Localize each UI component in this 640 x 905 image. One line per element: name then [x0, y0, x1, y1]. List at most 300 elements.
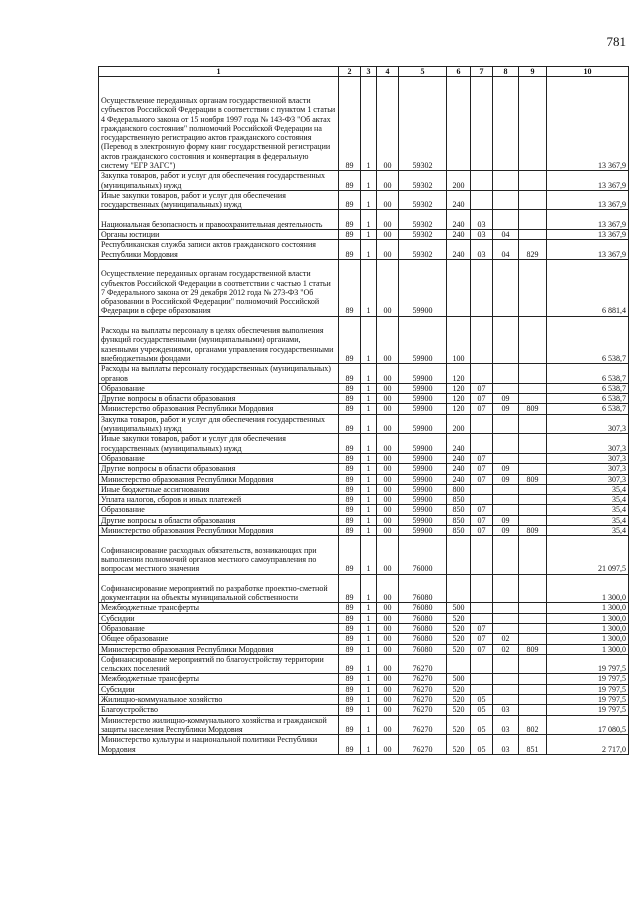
code-cell: 89 [339, 695, 361, 705]
section-cell: 05 [471, 695, 493, 705]
amount-cell: 1 300,0 [547, 603, 629, 613]
item-name: Другие вопросы в области образования [99, 464, 339, 474]
item-name: Образование [99, 453, 339, 463]
code-cell: 1 [361, 695, 377, 705]
code-cell: 00 [377, 644, 399, 654]
ministry-code-cell [519, 515, 547, 525]
item-name: Межбюджетные трансферты [99, 674, 339, 684]
subsection-cell [493, 210, 519, 230]
expense-type-cell: 850 [447, 515, 471, 525]
table-row [99, 695, 629, 705]
amount-cell: 6 538,7 [547, 394, 629, 404]
expense-type-cell: 800 [447, 484, 471, 494]
code-cell: 1 [361, 404, 377, 414]
target-article-cell: 59900 [399, 505, 447, 515]
amount-cell: 307,3 [547, 434, 629, 454]
subsection-cell [493, 684, 519, 694]
section-cell [471, 654, 493, 674]
item-name: Осуществление переданных органам государственной власти субъектов Российской Федерации в соответствии с частью 1 статьи 7 Федерального закона от 29 декабря 2012 года № 273-ФЗ "Об образовании в Российской Федерации" полномочий Российской Федерации в сфере образования [99, 259, 339, 316]
ministry-code-cell [519, 259, 547, 316]
table-header-row [99, 67, 629, 77]
amount-cell: 1 300,0 [547, 634, 629, 644]
code-cell: 89 [339, 654, 361, 674]
table-row [99, 383, 629, 393]
code-cell: 00 [377, 603, 399, 613]
code-cell: 00 [377, 364, 399, 384]
target-article-cell: 59900 [399, 404, 447, 414]
code-cell: 00 [377, 259, 399, 316]
ministry-code-cell [519, 634, 547, 644]
section-cell [471, 190, 493, 210]
item-name: Министерство культуры и национальной политики Республики Мордовия [99, 735, 339, 755]
subsection-cell [493, 623, 519, 633]
amount-cell: 21 097,5 [547, 536, 629, 574]
ministry-code-cell [519, 210, 547, 230]
code-cell: 00 [377, 404, 399, 414]
subsection-cell: 09 [493, 404, 519, 414]
code-cell: 00 [377, 705, 399, 715]
target-article-cell: 59302 [399, 210, 447, 230]
amount-cell: 307,3 [547, 414, 629, 434]
code-cell: 00 [377, 190, 399, 210]
expense-type-cell: 850 [447, 495, 471, 505]
expense-type-cell [447, 259, 471, 316]
expense-type-cell: 240 [447, 453, 471, 463]
code-cell: 89 [339, 240, 361, 260]
code-cell: 00 [377, 434, 399, 454]
section-cell: 07 [471, 526, 493, 536]
subsection-cell [493, 364, 519, 384]
target-article-cell: 76270 [399, 715, 447, 735]
code-cell: 1 [361, 394, 377, 404]
code-cell: 00 [377, 240, 399, 260]
ministry-code-cell [519, 603, 547, 613]
table-row [99, 526, 629, 536]
ministry-code-cell: 802 [519, 715, 547, 735]
amount-cell: 1 300,0 [547, 574, 629, 603]
amount-cell: 13 367,9 [547, 77, 629, 171]
code-cell: 00 [377, 613, 399, 623]
expense-type-cell: 850 [447, 505, 471, 515]
code-cell: 1 [361, 316, 377, 364]
amount-cell: 13 367,9 [547, 240, 629, 260]
ministry-code-cell [519, 495, 547, 505]
code-cell: 1 [361, 634, 377, 644]
code-cell: 1 [361, 603, 377, 613]
table-row [99, 434, 629, 454]
code-cell: 89 [339, 603, 361, 613]
code-cell: 89 [339, 404, 361, 414]
subsection-cell: 03 [493, 715, 519, 735]
table-row [99, 474, 629, 484]
target-article-cell: 76080 [399, 613, 447, 623]
table-row [99, 495, 629, 505]
subsection-cell [493, 695, 519, 705]
expense-type-cell: 240 [447, 464, 471, 474]
expense-type-cell: 100 [447, 316, 471, 364]
code-cell: 89 [339, 259, 361, 316]
table-row [99, 77, 629, 171]
section-cell [471, 495, 493, 505]
ministry-code-cell [519, 695, 547, 705]
item-name: Министерство жилищно-коммунального хозяйства и гражданской защиты населения Республики Мордовия [99, 715, 339, 735]
target-article-cell: 59302 [399, 240, 447, 260]
subsection-cell: 09 [493, 515, 519, 525]
ministry-code-cell [519, 190, 547, 210]
code-cell: 89 [339, 316, 361, 364]
target-article-cell: 76270 [399, 735, 447, 755]
code-cell: 89 [339, 505, 361, 515]
code-cell: 00 [377, 171, 399, 191]
code-cell: 1 [361, 259, 377, 316]
expense-type-cell: 240 [447, 434, 471, 454]
ministry-code-cell: 809 [519, 474, 547, 484]
ministry-code-cell: 829 [519, 240, 547, 260]
header-cell: 2 [339, 67, 361, 77]
table-row [99, 259, 629, 316]
target-article-cell: 76270 [399, 684, 447, 694]
target-article-cell: 59900 [399, 316, 447, 364]
amount-cell: 19 797,5 [547, 695, 629, 705]
amount-cell: 13 367,9 [547, 190, 629, 210]
code-cell: 1 [361, 644, 377, 654]
header-cell: 5 [399, 67, 447, 77]
section-cell: 05 [471, 705, 493, 715]
subsection-cell [493, 574, 519, 603]
expense-type-cell [447, 574, 471, 603]
target-article-cell: 76270 [399, 674, 447, 684]
ministry-code-cell [519, 316, 547, 364]
section-cell: 07 [471, 453, 493, 463]
code-cell: 89 [339, 705, 361, 715]
expense-type-cell: 240 [447, 210, 471, 230]
section-cell [471, 77, 493, 171]
target-article-cell: 59302 [399, 230, 447, 240]
section-cell [471, 684, 493, 694]
target-article-cell: 59900 [399, 526, 447, 536]
code-cell: 1 [361, 484, 377, 494]
amount-cell: 6 538,7 [547, 404, 629, 414]
expense-type-cell: 120 [447, 364, 471, 384]
item-name: Софинансирование расходных обязательств, возникающих при выполнении полномочий органов местного самоуправления по вопросам местного значения [99, 536, 339, 574]
table-row [99, 705, 629, 715]
subsection-cell: 09 [493, 394, 519, 404]
expense-type-cell [447, 654, 471, 674]
section-cell [471, 171, 493, 191]
target-article-cell: 59900 [399, 259, 447, 316]
code-cell: 89 [339, 735, 361, 755]
code-cell: 89 [339, 574, 361, 603]
expense-type-cell: 120 [447, 383, 471, 393]
code-cell: 00 [377, 77, 399, 171]
subsection-cell: 03 [493, 705, 519, 715]
code-cell: 00 [377, 505, 399, 515]
code-cell: 1 [361, 674, 377, 684]
section-cell [471, 674, 493, 684]
code-cell: 1 [361, 735, 377, 755]
code-cell: 89 [339, 230, 361, 240]
code-cell: 1 [361, 434, 377, 454]
item-name: Субсидии [99, 613, 339, 623]
table-row [99, 404, 629, 414]
section-cell [471, 414, 493, 434]
target-article-cell: 76080 [399, 603, 447, 613]
table-row [99, 644, 629, 654]
table-row [99, 603, 629, 613]
expense-type-cell: 500 [447, 603, 471, 613]
code-cell: 1 [361, 364, 377, 384]
table-row [99, 190, 629, 210]
subsection-cell [493, 536, 519, 574]
code-cell: 1 [361, 230, 377, 240]
amount-cell: 307,3 [547, 453, 629, 463]
code-cell: 89 [339, 464, 361, 474]
target-article-cell: 59900 [399, 484, 447, 494]
code-cell: 89 [339, 394, 361, 404]
subsection-cell: 02 [493, 644, 519, 654]
item-name: Национальная безопасность и правоохранительная деятельность [99, 210, 339, 230]
target-article-cell: 59302 [399, 190, 447, 210]
code-cell: 1 [361, 77, 377, 171]
code-cell: 89 [339, 171, 361, 191]
code-cell: 89 [339, 453, 361, 463]
ministry-code-cell [519, 674, 547, 684]
code-cell: 00 [377, 484, 399, 494]
expense-type-cell: 240 [447, 474, 471, 484]
section-cell [471, 364, 493, 384]
ministry-code-cell [519, 654, 547, 674]
expense-type-cell: 850 [447, 526, 471, 536]
subsection-cell [493, 603, 519, 613]
expense-type-cell [447, 77, 471, 171]
ministry-code-cell [519, 434, 547, 454]
amount-cell: 35,4 [547, 526, 629, 536]
code-cell: 00 [377, 715, 399, 735]
amount-cell: 13 367,9 [547, 210, 629, 230]
ministry-code-cell: 809 [519, 526, 547, 536]
header-cell: 10 [547, 67, 629, 77]
page-number: 781 [606, 34, 626, 49]
amount-cell: 19 797,5 [547, 654, 629, 674]
code-cell: 1 [361, 715, 377, 735]
subsection-cell [493, 316, 519, 364]
section-cell: 07 [471, 505, 493, 515]
subsection-cell: 04 [493, 240, 519, 260]
table-row [99, 230, 629, 240]
header-cell: 8 [493, 67, 519, 77]
section-cell [471, 316, 493, 364]
section-cell [471, 434, 493, 454]
amount-cell: 35,4 [547, 515, 629, 525]
amount-cell: 17 080,5 [547, 715, 629, 735]
section-cell [471, 574, 493, 603]
item-name: Софинансирование мероприятий по разработке проектно-сметной документации на объекты муниципальной собственности [99, 574, 339, 603]
code-cell: 00 [377, 735, 399, 755]
section-cell: 05 [471, 735, 493, 755]
ministry-code-cell [519, 464, 547, 474]
target-article-cell: 59900 [399, 453, 447, 463]
subsection-cell [493, 674, 519, 684]
expense-type-cell: 240 [447, 240, 471, 260]
code-cell: 00 [377, 515, 399, 525]
ministry-code-cell: 809 [519, 404, 547, 414]
expense-type-cell: 520 [447, 684, 471, 694]
code-cell: 89 [339, 613, 361, 623]
target-article-cell: 59900 [399, 515, 447, 525]
code-cell: 1 [361, 474, 377, 484]
code-cell: 00 [377, 464, 399, 474]
target-article-cell: 76080 [399, 574, 447, 603]
code-cell: 89 [339, 474, 361, 484]
target-article-cell: 76270 [399, 705, 447, 715]
code-cell: 00 [377, 394, 399, 404]
code-cell: 1 [361, 623, 377, 633]
code-cell: 1 [361, 240, 377, 260]
header-cell: 9 [519, 67, 547, 77]
item-name: Общее образование [99, 634, 339, 644]
item-name: Иные закупки товаров, работ и услуг для обеспечения государственных (муниципальных) нужд [99, 434, 339, 454]
target-article-cell: 59900 [399, 464, 447, 474]
code-cell: 89 [339, 364, 361, 384]
target-article-cell: 59900 [399, 434, 447, 454]
item-name: Министерство образования Республики Мордовия [99, 644, 339, 654]
item-name: Образование [99, 623, 339, 633]
target-article-cell: 76080 [399, 644, 447, 654]
expense-type-cell: 200 [447, 414, 471, 434]
expense-type-cell: 520 [447, 715, 471, 735]
table-row [99, 364, 629, 384]
ministry-code-cell [519, 613, 547, 623]
item-name: Министерство образования Республики Мордовия [99, 474, 339, 484]
ministry-code-cell [519, 574, 547, 603]
code-cell: 00 [377, 574, 399, 603]
code-cell: 1 [361, 383, 377, 393]
code-cell: 00 [377, 695, 399, 705]
target-article-cell: 59900 [399, 495, 447, 505]
section-cell: 03 [471, 210, 493, 230]
table-row [99, 684, 629, 694]
amount-cell: 35,4 [547, 505, 629, 515]
ministry-code-cell [519, 364, 547, 384]
code-cell: 00 [377, 684, 399, 694]
section-cell: 07 [471, 644, 493, 654]
code-cell: 1 [361, 526, 377, 536]
ministry-code-cell [519, 414, 547, 434]
subsection-cell: 09 [493, 474, 519, 484]
section-cell: 07 [471, 515, 493, 525]
item-name: Иные бюджетные ассигнования [99, 484, 339, 494]
amount-cell: 35,4 [547, 484, 629, 494]
item-name: Уплата налогов, сборов и иных платежей [99, 495, 339, 505]
target-article-cell: 59900 [399, 383, 447, 393]
section-cell [471, 259, 493, 316]
subsection-cell [493, 453, 519, 463]
code-cell: 89 [339, 210, 361, 230]
header-cell: 1 [99, 67, 339, 77]
expense-type-cell: 520 [447, 613, 471, 623]
target-article-cell: 76000 [399, 536, 447, 574]
table-row [99, 536, 629, 574]
amount-cell: 19 797,5 [547, 674, 629, 684]
subsection-cell: 02 [493, 634, 519, 644]
table-row [99, 515, 629, 525]
expense-type-cell: 520 [447, 705, 471, 715]
subsection-cell [493, 171, 519, 191]
code-cell: 00 [377, 453, 399, 463]
code-cell: 00 [377, 536, 399, 574]
item-name: Республиканская служба записи актов гражданского состояния Республики Мордовия [99, 240, 339, 260]
code-cell: 1 [361, 414, 377, 434]
code-cell: 89 [339, 634, 361, 644]
item-name: Расходы на выплаты персоналу государственных (муниципальных) органов [99, 364, 339, 384]
code-cell: 1 [361, 495, 377, 505]
code-cell: 1 [361, 613, 377, 623]
expense-type-cell: 120 [447, 404, 471, 414]
section-cell: 07 [471, 634, 493, 644]
table-row [99, 674, 629, 684]
ministry-code-cell [519, 171, 547, 191]
amount-cell: 307,3 [547, 464, 629, 474]
subsection-cell [493, 654, 519, 674]
amount-cell: 35,4 [547, 495, 629, 505]
subsection-cell [493, 77, 519, 171]
section-cell [471, 484, 493, 494]
expense-type-cell: 520 [447, 644, 471, 654]
expense-type-cell: 520 [447, 695, 471, 705]
subsection-cell [493, 414, 519, 434]
table-row [99, 623, 629, 633]
expense-type-cell: 240 [447, 230, 471, 240]
subsection-cell [493, 505, 519, 515]
code-cell: 00 [377, 316, 399, 364]
code-cell: 89 [339, 623, 361, 633]
ministry-code-cell [519, 484, 547, 494]
expense-type-cell: 200 [447, 171, 471, 191]
table-row [99, 171, 629, 191]
code-cell: 1 [361, 705, 377, 715]
expense-type-cell [447, 536, 471, 574]
code-cell: 1 [361, 171, 377, 191]
section-cell [471, 603, 493, 613]
item-name: Другие вопросы в области образования [99, 515, 339, 525]
amount-cell: 6 538,7 [547, 383, 629, 393]
header-cell: 7 [471, 67, 493, 77]
code-cell: 89 [339, 526, 361, 536]
item-name: Органы юстиции [99, 230, 339, 240]
subsection-cell: 09 [493, 464, 519, 474]
expense-type-cell: 240 [447, 190, 471, 210]
amount-cell: 307,3 [547, 474, 629, 484]
expense-type-cell: 520 [447, 634, 471, 644]
code-cell: 89 [339, 674, 361, 684]
expense-type-cell: 500 [447, 674, 471, 684]
code-cell: 89 [339, 434, 361, 454]
code-cell: 89 [339, 644, 361, 654]
code-cell: 89 [339, 715, 361, 735]
item-name: Закупка товаров, работ и услуг для обеспечения государственных (муниципальных) нужд [99, 414, 339, 434]
amount-cell: 6 538,7 [547, 316, 629, 364]
code-cell: 89 [339, 536, 361, 574]
code-cell: 89 [339, 190, 361, 210]
ministry-code-cell [519, 536, 547, 574]
item-name: Министерство образования Республики Мордовия [99, 526, 339, 536]
code-cell: 89 [339, 515, 361, 525]
target-article-cell: 59900 [399, 364, 447, 384]
table-row [99, 464, 629, 474]
code-cell: 1 [361, 684, 377, 694]
code-cell: 00 [377, 414, 399, 434]
subsection-cell: 03 [493, 735, 519, 755]
